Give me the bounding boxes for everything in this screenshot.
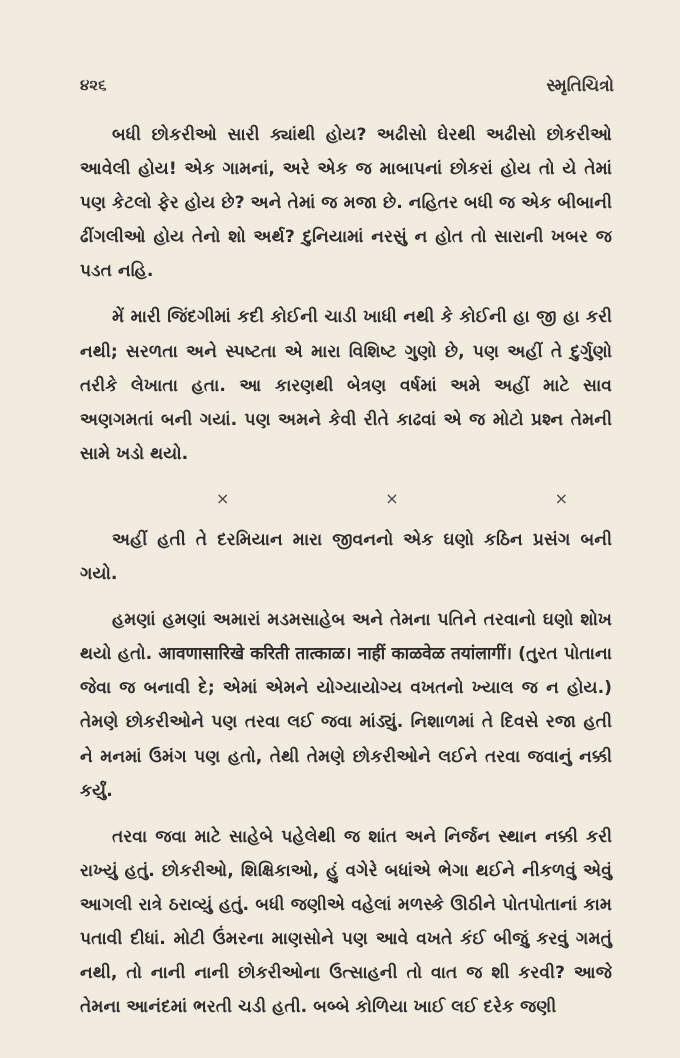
paragraph: મેં મારી જિંદગીમાં કદી કોઈની ચાડી ખાધી નથી કે કોઈની હા જી હા કરી નથી; સરળતા અને સ્પષ્ટતા એ મારા વિશિષ્ટ ગુણો છે, પણ અહીં તે દુર્ગુણો તરીકે લેખાતા હતા. આ કારણથી બેત્રણ વર્ષમાં અમે અહીં માટે સાવ અણગમતાં બની ગયાં. પણ અમને કેવી રીતે કાઢવાં એ જ મોટો પ્રશ્ન તેમની સામે ખડો થયો.	[80, 307, 612, 464]
paragraph: તરવા જવા માટે સાહેબે પહેલેથી જ શાંત અને નિર્જન સ્થાન નક્કી કરી રાખ્યું હતું. છોકરીઓ, શિક્ષિકાઓ, હું વગેરે બધાંએ ભેગા થઈને નીકળવું એવું આગલી રાત્રે ઠરાવ્યું હતું. બધી જણીએ વહેલાં મળસ્કે ઊઠીને પોતપોતાનાં કામ પતાવી દીધાં. મોટી ઉંમરના માણસોને પણ આવે વખતે કંઈ બીજું કરવું ગમતું નથી, તો નાની નાની છોકરીઓના ઉત્સાહની તો વાત જ શી કરવી? આજે તેમના આનંદમાં ભરતી ચડી હતી. બબ્બે કોળિયા ખાઈ લઈ દરેક જણી	[80, 826, 612, 1018]
separator-mark: ×	[385, 488, 399, 508]
paragraph: હમણાં હમણાં અમારાં મડમસાહેબ અને તેમના પતિને તરવાનો ઘણો શોખ થયો હતો. आवणासारिखे करिती तात्काळ। नाहीं काळवेळ तयांलागीं। (તુરત પોતાના જેવા જ બનાવી દે; એમાં એમને યોગ્યાયોગ્ય વખતનો ખ્યાલ જ ન હોય.) તેમણે છોકરીઓને પણ તરવા લઈ જવા માંડ્યું. નિશાળમાં તે દિવસે રજા હતી ને મનમાં ઉમંગ પણ હતો, તેથી તેમણે છોકરીઓને લઈને તરવા જવાનું નક્કી કર્યું.	[80, 610, 612, 801]
paragraph: અહીં હતી તે દરમિયાન મારા જીવનનો એક ઘણો કઠિન પ્રસંગ બની ગયો.	[80, 529, 612, 585]
page-number: ૪૨૬	[80, 76, 107, 94]
running-head: સ્મૃતિચિત્રો	[546, 76, 614, 96]
body-text	[80, 118, 612, 1024]
page-header	[80, 76, 614, 100]
section-separator	[216, 489, 568, 509]
separator-mark: ×	[216, 488, 230, 508]
separator-mark: ×	[554, 488, 568, 508]
paragraph: બધી છોકરીઓ સારી ક્યાંથી હોય? અઢીસો ઘેરથી અઢીસો છોકરીઓ આવેલી હોય! એક ગામનાં, અરે એક જ માબાપનાં છોકરાં હોય તો યે તેમાં પણ કેટલો ફેર હોય છે? અને તેમાં જ મજા છે. નહિતર બધી જ એક બીબાની ઢીંગલીઓ હોય તેનો શો અર્થ? દુનિયામાં નરસું ન હોત તો સારાની ખબર જ પડત નહિ.	[80, 125, 612, 282]
